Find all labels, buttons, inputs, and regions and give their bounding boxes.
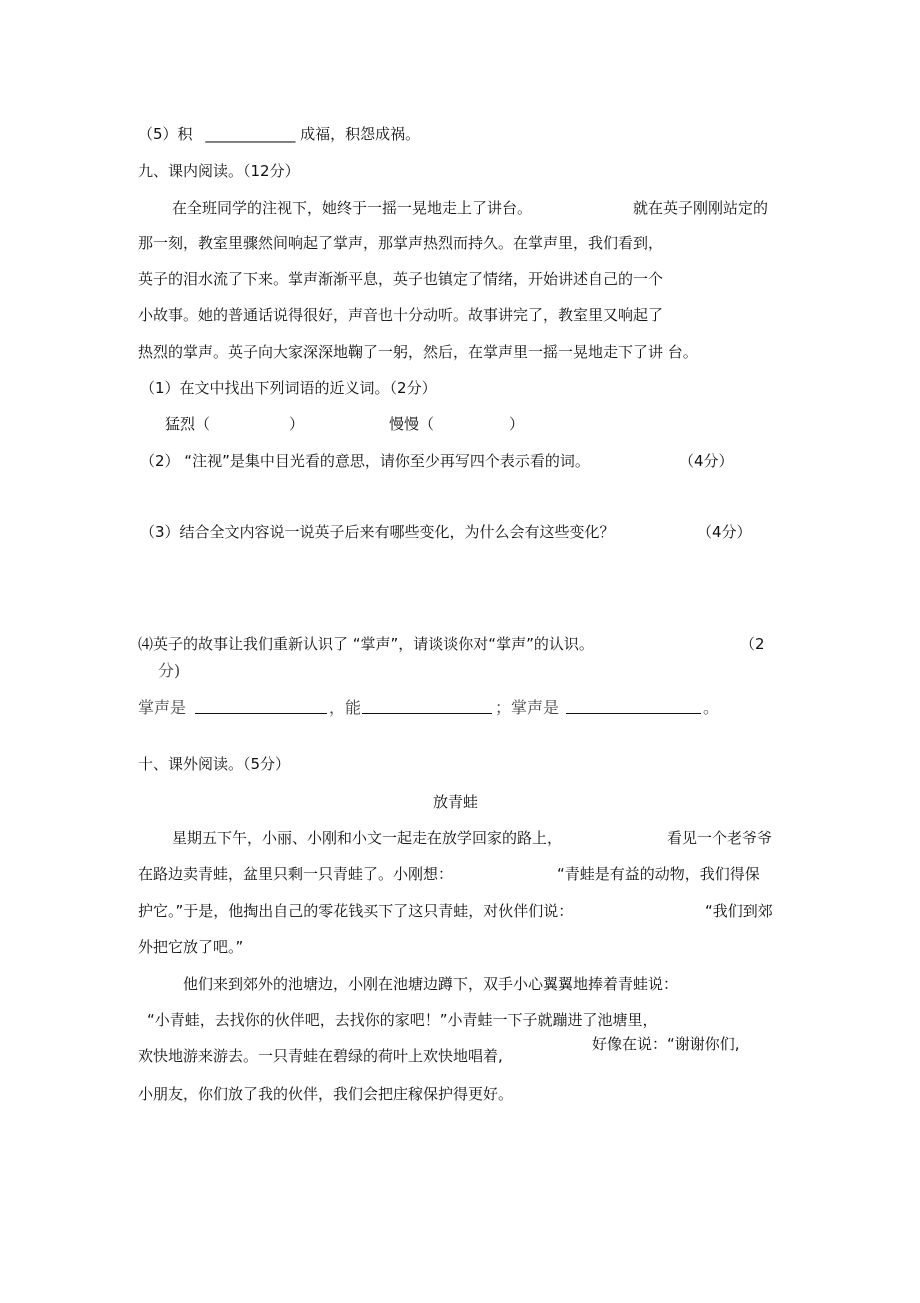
q1-word1-close: ） (289, 415, 305, 433)
story-line: 欢快地游来游去。一只青蛙在碧绿的荷叶上欢快地唱着, (138, 1047, 503, 1065)
story-line: 护它。”于是，他掏出自己的零花钱买下了这只青蛙，对伙伴们说： (138, 902, 574, 920)
q3-score: （4分） (697, 523, 752, 541)
q4-score-a: （2 (740, 635, 765, 653)
fill-b: ，能 (329, 698, 362, 717)
section9-title: 九、课内阅读。（12分） (138, 162, 300, 180)
item5-line (138, 124, 420, 144)
q4-score-b: 分) (158, 661, 181, 680)
item5-suffix: 成福，积怨成祸。 (300, 125, 421, 143)
fill-a: 掌声是 (138, 698, 187, 717)
fill-c: ；掌声是 (495, 698, 560, 717)
q1-text: （1）在文中找出下列词语的近义词。（2分） (140, 379, 437, 397)
item5-blank[interactable]: ____________ (205, 125, 296, 143)
passage-line: 热烈的掌声。英子向大家深深地鞠了一躬，然后，在掌声里一摇一晃地走下了讲 台。 (138, 343, 698, 361)
q1-word2-close: ） (509, 415, 525, 433)
q2-text: （2） “注视”是集中目光看的意思，请你至少再写四个表示看的词。 (140, 452, 590, 470)
fill-blank-1[interactable] (195, 699, 327, 719)
q4-text: ⑷英子的故事让我们重新认识了 “掌声”，请谈谈你对“掌声”的认识。 (138, 635, 594, 653)
story-line: 星期五下午，小丽、小刚和小文一起走在放学回家的路上， (172, 829, 563, 847)
story-line: 他们来到郊外的池塘边，小刚在池塘边蹲下，双手小心翼翼地捧着青蛙说： (183, 975, 679, 993)
passage-line: 英子的泪水流了下来。掌声渐渐平息，英子也镇定了情绪，开始讲述自己的一个 (138, 270, 664, 288)
story-line: 看见一个老爷爷 (667, 829, 773, 847)
fill-d: 。 (703, 698, 720, 717)
story-line: “青蛙是有益的动物，我们得保 (557, 865, 760, 883)
passage-line: 在全班同学的注视下，她终于一摇一晃地走上了讲台。 (172, 199, 533, 217)
story-line: “我们到郊 (705, 902, 773, 920)
passage-line: 那一刻，教室里骤然间响起了掌声，那掌声热烈而持久。在掌声里，我们看到， (138, 234, 664, 252)
story-line: 小朋友，你们放了我的伙伴，我们会把庄稼保护得更好。 (138, 1085, 514, 1103)
fill-blank-2[interactable] (362, 699, 492, 719)
story-line: “小青蛙，去找你的伙伴吧，去找你的家吧！”小青蛙一下子就蹦进了池塘里， (147, 1011, 658, 1029)
section10-title: 十、课外阅读。（5分） (138, 755, 291, 773)
story-line: 好像在说：“谢谢你们, (592, 1035, 740, 1053)
story-line: 外把它放了吧。” (138, 938, 244, 956)
story-line: 在路边卖青蛙，盆里只剩一只青蛙了。小刚想： (138, 865, 454, 883)
q1-word1: 猛烈（ (165, 415, 211, 433)
fill-blank-3[interactable] (566, 699, 701, 719)
story-title: 放青蛙 (433, 793, 479, 811)
q1-word2: 慢慢（ (389, 415, 435, 433)
q2-score: （4分） (679, 452, 734, 470)
q3-text: （3）结合全文内容说一说英子后来有哪些变化，为什么会有这些变化？ (140, 523, 615, 541)
passage-line: 就在英子刚刚站定的 (633, 199, 769, 217)
passage-line: 小故事。她的普通话说得很好，声音也十分动听。故事讲完了，教室里又响起了 (138, 306, 664, 324)
item5-prefix: （5）积 (138, 125, 193, 143)
